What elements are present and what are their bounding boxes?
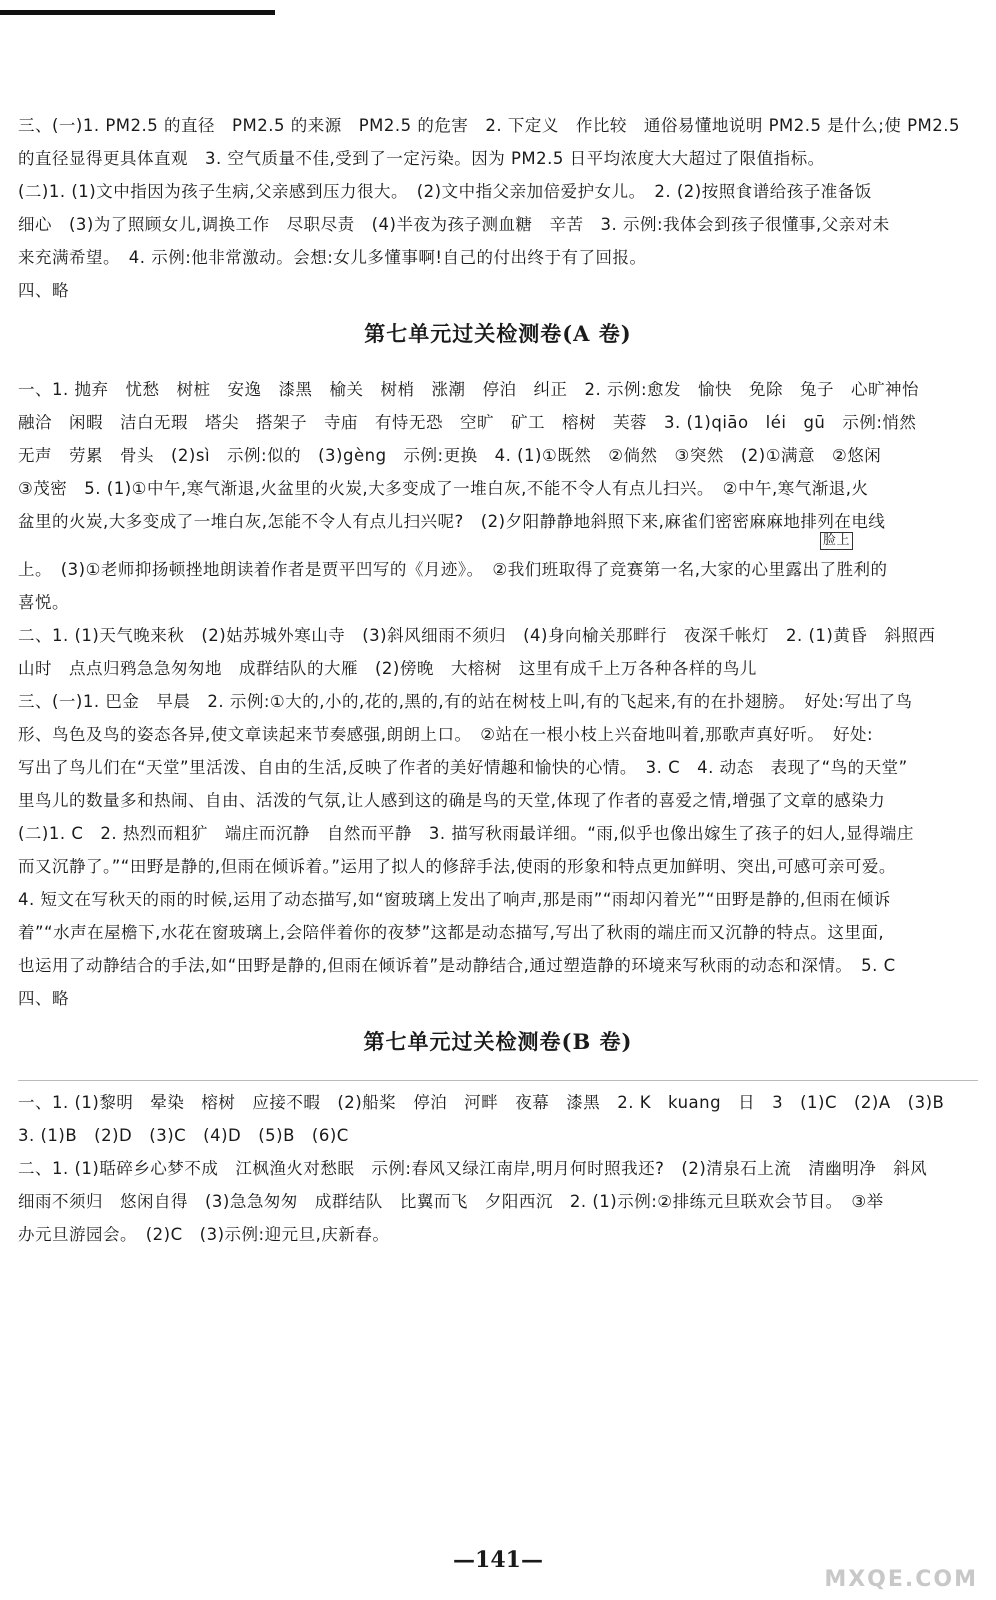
text-line: 三、(一)1. PM2.5 的直径 PM2.5 的来源 PM2.5 的危害 2. 下定义 作比较 通俗易懂地说明 PM2.5 是什么;使 PM2.5 <box>18 116 961 135</box>
text-line: (二)1. C 2. 热烈而粗犷 端庄而沉静 自然而平静 3. 描写秋雨最详细。“雨,似乎也像出嫁生了孩子的妇人,显得端庄 <box>18 824 914 843</box>
text-line: 无声 劳累 骨头 (2)sì 示例:似的 (3)gèng 示例:更换 4. (1)①既然 ②倘然 ③突然 (2)①满意 ②悠闲 <box>18 446 882 465</box>
text-line: 也运用了动静结合的手法,如“田野是静的,但雨在倾诉着”是动静结合,通过塑造静的环境来写秋雨的动态和深情。 5. C <box>18 956 896 975</box>
section-title-a: 第七单元过关检测卷(A 卷) <box>364 321 632 346</box>
text-line: 喜悦。 <box>18 593 69 612</box>
text-line: 里鸟儿的数量多和热闹、自由、活泼的气氛,让人感到这的确是鸟的天堂,体现了作者的喜爱之情,增强了文章的感染力 <box>18 791 886 810</box>
text-line: 3. (1)B (2)D (3)C (4)D (5)B (6)C <box>18 1126 349 1145</box>
page-number: —141— <box>453 1547 543 1573</box>
text-line: 四、略 <box>18 281 69 300</box>
text-line: 而又沉静了。”“田野是静的,但雨在倾诉着。”运用了拟人的修辞手法,使雨的形象和特点更加鲜明、突出,可感可亲可爱。 <box>18 857 896 876</box>
text-line: 办元旦游园会。 (2)C (3)示例:迎元旦,庆新春。 <box>18 1225 390 1244</box>
text-line: 山时 点点归鸦急急匆匆地 成群结队的大雁 (2)傍晚 大榕树 这里有成千上万各种各样的鸟儿 <box>18 659 757 678</box>
text-line: 4. 短文在写秋天的雨的时候,运用了动态描写,如“窗玻璃上发出了响声,那是雨”“雨却闪着光”“田野是静的,但雨在倾诉 <box>18 890 891 909</box>
text-line: 的直径显得更具体直观 3. 空气质量不佳,受到了一定污染。因为 PM2.5 日平均浓度大大超过了限值指标。 <box>18 149 825 168</box>
text-line: 三、(一)1. 巴金 早晨 2. 示例:①大的,小的,花的,黑的,有的站在树枝上叫,有的飞起来,有的在扑翅膀。 好处:写出了鸟 <box>18 692 913 711</box>
divider <box>18 1080 978 1081</box>
text-line: 着”“水声在屋檐下,水花在窗玻璃上,会陪伴着你的夜梦”这都是动态描写,写出了秋雨的端庄而又沉静的特点。这里面, <box>18 923 885 942</box>
watermark-logo: MXQE.COM <box>824 1567 978 1592</box>
text-line: 二、1. (1)天气晚来秋 (2)姑苏城外寒山寺 (3)斜风细雨不须归 (4)身向榆关那畔行 夜深千帐灯 2. (1)黄昏 斜照西 <box>18 626 936 645</box>
text-line: ③茂密 5. (1)①中午,寒气渐退,火盆里的火炭,大多变成了一堆白灰,不能不令人有点儿扫兴。 ②中午,寒气渐退,火 <box>18 479 869 498</box>
text-line: 来充满希望。 4. 示例:他非常激动。会想:女儿多懂事啊!自己的付出终于有了回报。 <box>18 248 647 267</box>
correction-insert: 脸上 <box>820 532 853 550</box>
text-line: 四、略 <box>18 989 69 1008</box>
answer-page <box>18 116 978 1258</box>
text-line-content: 上。 (3)①老师抑扬顿挫地朗读着作者是贾平凹写的《月迹》。 ②我们班取得了竞赛第一名,大家的心里露出了胜利的 <box>18 560 888 579</box>
text-line: 一、1. 抛弃 忧愁 树桩 安逸 漆黑 榆关 树梢 涨潮 停泊 纠正 2. 示例:愈发 愉快 免除 兔子 心旷神怡 <box>18 380 920 399</box>
text-line: 融洽 闲暇 洁白无瑕 塔尖 搭架子 寺庙 有恃无恐 空旷 矿工 榕树 芙蓉 3. (1)qiāo léi gū 示例:悄然 <box>18 413 917 432</box>
text-line: 形、鸟色及鸟的姿态各异,使文章读起来节奏感强,朗朗上口。 ②站在一根小枝上兴奋地叫着,那歌声真好听。 好处: <box>18 725 874 744</box>
text-line: 一、1. (1)黎明 晕染 榕树 应接不暇 (2)船桨 停泊 河畔 夜幕 漆黑 2. K kuang 日 3 (1)C (2)A (3)B <box>18 1093 945 1112</box>
text-line: 细心 (3)为了照顾女儿,调换工作 尽职尽责 (4)半夜为孩子测血糖 辛苦 3. 示例:我体会到孩子很懂事,父亲对未 <box>18 215 890 234</box>
section-title-b: 第七单元过关检测卷(B 卷) <box>363 1029 633 1054</box>
text-line: 二、1. (1)聒碎乡心梦不成 江枫渔火对愁眠 示例:春风又绿江南岸,明月何时照我还? (2)清泉石上流 清幽明净 斜风 <box>18 1159 928 1178</box>
text-line: (二)1. (1)文中指因为孩子生病,父亲感到压力很大。 (2)文中指父亲加倍爱护女儿。 2. (2)按照食谱给孩子准备饭 <box>18 182 872 201</box>
text-line: 细雨不须归 悠闲自得 (3)急急匆匆 成群结队 比翼而飞 夕阳西沉 2. (1)示例:②排练元旦联欢会节目。 ③举 <box>18 1192 884 1211</box>
text-line: 写出了鸟儿们在“天堂”里活泼、自由的生活,反映了作者的美好情趣和愉快的心情。 3. C 4. 动态 表现了“鸟的天堂” <box>18 758 908 777</box>
text-line <box>18 533 978 593</box>
top-rule <box>0 10 275 15</box>
text-line: 盆里的火炭,大多变成了一堆白灰,怎能不令人有点儿扫兴呢? (2)夕阳静静地斜照下来,麻雀们密密麻麻地排列在电线 <box>18 512 886 531</box>
